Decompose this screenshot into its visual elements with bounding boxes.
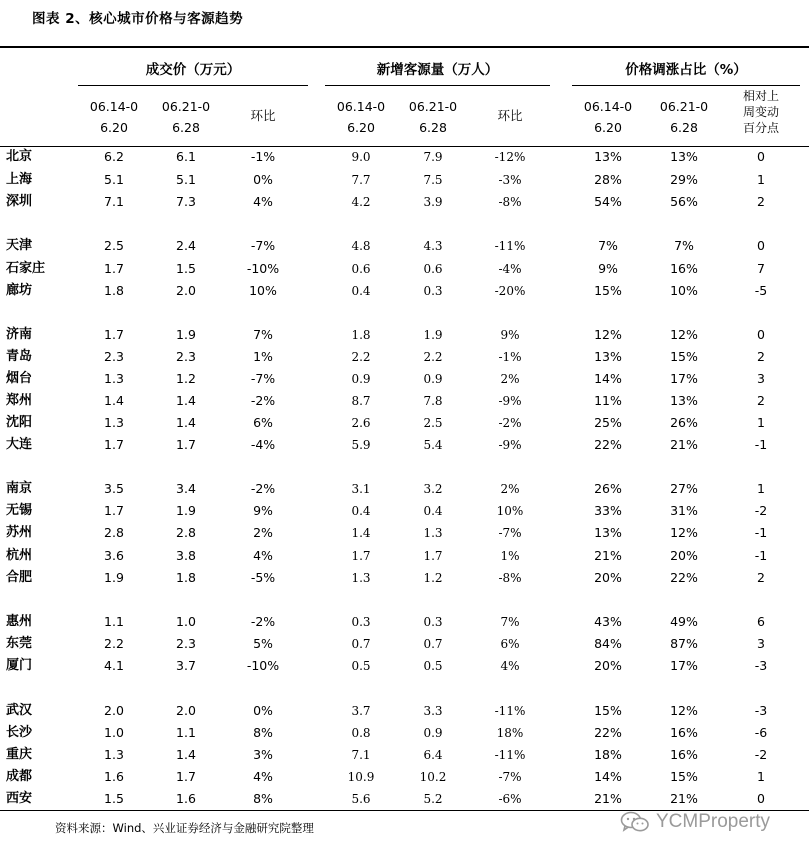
subheader-buyers-mom: 环比 <box>497 108 523 123</box>
table-row <box>0 478 809 500</box>
cell-b1: 0.5 <box>351 659 371 673</box>
cell-b1: 0.8 <box>351 726 371 740</box>
cell-p1: 5.1 <box>104 172 124 187</box>
cell-b1: 9.0 <box>351 150 371 164</box>
cell-s2: 21% <box>670 791 698 806</box>
cell-s1: 20% <box>594 570 622 585</box>
cell-bm: 9% <box>500 328 520 342</box>
cell-s2: 13% <box>670 149 698 164</box>
cell-s2: 56% <box>670 194 698 209</box>
cell-p2: 1.7 <box>176 769 196 784</box>
cell-p1: 2.0 <box>104 703 124 718</box>
cell-p2: 3.4 <box>176 481 196 496</box>
city-name: 东莞 <box>6 636 33 651</box>
cell-b1: 7.7 <box>351 173 371 187</box>
city-name: 西安 <box>6 791 33 806</box>
cell-bm: -9% <box>498 438 522 452</box>
table-row <box>0 280 809 302</box>
table-row <box>0 722 809 744</box>
cell-bm: 10% <box>496 504 524 518</box>
cell-pm: 8% <box>253 725 273 740</box>
cell-b2: 0.9 <box>423 726 443 740</box>
cell-p2: 3.7 <box>176 658 196 673</box>
cell-s1: 22% <box>594 725 622 740</box>
cell-s2: 87% <box>670 636 698 651</box>
table-row <box>0 146 809 168</box>
subheader-price-week2: 06.21-0 6.28 <box>161 99 211 135</box>
cell-bm: -3% <box>498 173 522 187</box>
cell-b2: 5.4 <box>423 438 443 452</box>
cell-pm: -4% <box>250 437 276 452</box>
cell-s2: 27% <box>670 481 698 496</box>
cell-s1: 54% <box>594 194 622 209</box>
cell-pm: 2% <box>253 525 273 540</box>
cell-p2: 5.1 <box>176 172 196 187</box>
table-row <box>0 788 809 810</box>
cell-b2: 0.4 <box>423 504 443 518</box>
cell-p1: 2.8 <box>104 525 124 540</box>
cell-p2: 3.8 <box>176 548 196 563</box>
cell-b1: 4.2 <box>351 195 371 209</box>
cell-p2: 1.2 <box>176 371 196 386</box>
cell-s1: 43% <box>594 614 622 629</box>
cell-sc: 3 <box>757 636 765 651</box>
cell-s2: 13% <box>670 393 698 408</box>
city-name: 大连 <box>6 437 33 452</box>
cell-b1: 0.6 <box>351 262 371 276</box>
cell-bm: -8% <box>498 195 522 209</box>
city-name: 沈阳 <box>6 415 33 430</box>
city-name: 厦门 <box>6 658 33 673</box>
cell-s2: 17% <box>670 371 698 386</box>
cell-sc: 0 <box>757 238 765 253</box>
group-rule-buyers <box>325 85 550 86</box>
cell-sc: 2 <box>757 393 765 408</box>
cell-b1: 0.4 <box>351 284 371 298</box>
table-row <box>0 500 809 522</box>
cell-p2: 2.3 <box>176 636 196 651</box>
figure-title: 图表 2、核心城市价格与客源趋势 <box>32 11 244 27</box>
cell-p2: 2.4 <box>176 238 196 253</box>
cell-pm: 7% <box>253 327 273 342</box>
cell-b2: 10.2 <box>419 770 447 784</box>
cell-s2: 21% <box>670 437 698 452</box>
table-row <box>0 191 809 213</box>
cell-s2: 20% <box>670 548 698 563</box>
watermark <box>620 808 770 836</box>
subheader-buyers-week2: 06.21-0 6.28 <box>408 99 458 135</box>
cell-pm: -7% <box>250 371 276 386</box>
cell-s2: 22% <box>670 570 698 585</box>
cell-s2: 29% <box>670 172 698 187</box>
cell-b2: 7.5 <box>423 173 443 187</box>
city-name: 苏州 <box>6 525 33 540</box>
cell-sc: -3 <box>754 658 768 673</box>
cell-b1: 7.1 <box>351 748 371 762</box>
cell-b2: 4.3 <box>423 239 443 253</box>
cell-pm: 4% <box>253 769 273 784</box>
cell-p1: 3.6 <box>104 548 124 563</box>
cell-s2: 15% <box>670 769 698 784</box>
cell-bm: -20% <box>494 284 526 298</box>
city-name: 天津 <box>6 238 33 253</box>
table-row <box>0 633 809 655</box>
cell-p2: 1.0 <box>176 614 196 629</box>
cell-s1: 14% <box>594 769 622 784</box>
cell-p1: 1.5 <box>104 791 124 806</box>
table-row <box>0 545 809 567</box>
cell-b1: 0.4 <box>351 504 371 518</box>
cell-bm: -11% <box>494 704 526 718</box>
city-name: 惠州 <box>6 614 33 629</box>
cell-bm: 4% <box>500 659 520 673</box>
city-name: 合肥 <box>6 570 33 585</box>
cell-sc: 3 <box>757 371 765 386</box>
cell-s2: 12% <box>670 525 698 540</box>
cell-p2: 2.3 <box>176 349 196 364</box>
cell-p2: 2.0 <box>176 703 196 718</box>
city-name: 济南 <box>6 327 33 342</box>
cell-b2: 2.5 <box>423 416 443 430</box>
cell-p2: 1.8 <box>176 570 196 585</box>
cell-b2: 1.7 <box>423 549 443 563</box>
cell-b1: 1.8 <box>351 328 371 342</box>
cell-sc: 2 <box>757 570 765 585</box>
cell-sc: 2 <box>757 349 765 364</box>
cell-bm: -8% <box>498 571 522 585</box>
cell-sc: 0 <box>757 149 765 164</box>
cell-p1: 1.1 <box>104 614 124 629</box>
cell-p2: 1.9 <box>176 503 196 518</box>
cell-pm: 5% <box>253 636 273 651</box>
cell-sc: -6 <box>754 725 768 740</box>
cell-s1: 18% <box>594 747 622 762</box>
cell-b1: 1.3 <box>351 571 371 585</box>
cell-p1: 1.8 <box>104 283 124 298</box>
table-row <box>0 390 809 412</box>
cell-b1: 10.9 <box>347 770 375 784</box>
city-name: 杭州 <box>6 548 33 563</box>
cell-p2: 1.4 <box>176 393 196 408</box>
city-name: 青岛 <box>6 349 33 364</box>
cell-pm: -10% <box>246 658 280 673</box>
cell-b2: 6.4 <box>423 748 443 762</box>
group-rule-price <box>78 85 308 86</box>
cell-s1: 20% <box>594 658 622 673</box>
cell-b2: 2.2 <box>423 350 443 364</box>
watermark-text: YCMProperty <box>656 811 771 832</box>
cell-pm: 0% <box>253 703 273 718</box>
cell-bm: 18% <box>496 726 524 740</box>
city-name: 上海 <box>6 172 33 187</box>
cell-p1: 3.5 <box>104 481 124 496</box>
cell-bm: 7% <box>500 615 520 629</box>
cell-pm: 9% <box>253 503 273 518</box>
cell-p2: 1.7 <box>176 437 196 452</box>
cell-p1: 1.7 <box>104 503 124 518</box>
table-row <box>0 567 809 589</box>
cell-bm: -1% <box>498 350 522 364</box>
cell-p1: 2.5 <box>104 238 124 253</box>
cell-sc: -2 <box>754 747 768 762</box>
city-name: 烟台 <box>6 371 33 386</box>
cell-s2: 7% <box>674 238 694 253</box>
cell-b1: 2.6 <box>351 416 371 430</box>
cell-p1: 1.3 <box>104 415 124 430</box>
city-name: 长沙 <box>6 725 33 740</box>
cell-bm: 2% <box>500 372 520 386</box>
cell-sc: 2 <box>757 194 765 209</box>
cell-p1: 2.3 <box>104 349 124 364</box>
table-row <box>0 611 809 633</box>
cell-s2: 10% <box>670 283 698 298</box>
subheader-price-week1: 06.14-0 6.20 <box>89 99 139 135</box>
cell-s2: 16% <box>670 747 698 762</box>
cell-s1: 12% <box>594 327 622 342</box>
cell-p2: 7.3 <box>176 194 196 209</box>
group-header-buyers: 新增客源量（万人） <box>376 62 499 78</box>
cell-s2: 16% <box>670 261 698 276</box>
table-row <box>0 368 809 390</box>
cell-b1: 3.7 <box>351 704 371 718</box>
cell-pm: -2% <box>250 614 276 629</box>
city-name: 北京 <box>6 149 33 164</box>
cell-bm: -9% <box>498 394 522 408</box>
cell-p1: 1.7 <box>104 261 124 276</box>
cell-bm: -11% <box>494 748 526 762</box>
cell-b2: 1.3 <box>423 526 443 540</box>
city-name: 重庆 <box>6 747 33 762</box>
city-name: 南京 <box>6 481 33 496</box>
cell-s1: 15% <box>594 283 622 298</box>
cell-s1: 21% <box>594 791 622 806</box>
cell-b2: 0.9 <box>423 372 443 386</box>
cell-pm: 10% <box>249 283 277 298</box>
cell-pm: 1% <box>253 349 273 364</box>
cell-s1: 33% <box>594 503 622 518</box>
cell-b2: 7.8 <box>423 394 443 408</box>
city-name: 武汉 <box>6 703 33 718</box>
cell-bm: -6% <box>498 792 522 806</box>
table-row <box>0 258 809 280</box>
cell-b1: 3.1 <box>351 482 371 496</box>
cell-p2: 2.8 <box>176 525 196 540</box>
cell-sc: -1 <box>754 525 768 540</box>
subheader-share-week1: 06.14-0 6.20 <box>583 99 633 135</box>
cell-s2: 26% <box>670 415 698 430</box>
cell-sc: -2 <box>754 503 768 518</box>
cell-pm: 3% <box>253 747 273 762</box>
cell-b2: 0.3 <box>423 284 443 298</box>
cell-bm: -2% <box>498 416 522 430</box>
cell-s1: 14% <box>594 371 622 386</box>
cell-p2: 2.0 <box>176 283 196 298</box>
cell-sc: -1 <box>754 548 768 563</box>
cell-bm: -12% <box>494 150 526 164</box>
cell-s2: 16% <box>670 725 698 740</box>
city-name: 石家庄 <box>6 261 46 276</box>
table-row <box>0 324 809 346</box>
cell-b1: 5.6 <box>351 792 371 806</box>
cell-pm: 6% <box>253 415 273 430</box>
cell-s2: 31% <box>670 503 698 518</box>
cell-p1: 1.3 <box>104 371 124 386</box>
cell-s1: 11% <box>594 393 622 408</box>
cell-sc: 6 <box>757 614 765 629</box>
table-row <box>0 655 809 677</box>
cell-sc: -1 <box>754 437 768 452</box>
cell-b1: 1.4 <box>351 526 371 540</box>
cell-sc: 1 <box>757 172 765 187</box>
city-name: 成都 <box>6 769 33 784</box>
cell-b1: 4.8 <box>351 239 371 253</box>
subheader-share-change: 相对上 周变动 百分点 <box>742 89 779 135</box>
cell-bm: 2% <box>500 482 520 496</box>
table-row <box>0 766 809 788</box>
cell-pm: 4% <box>253 548 273 563</box>
cell-b1: 8.7 <box>351 394 371 408</box>
table-row <box>0 434 809 456</box>
table-row <box>0 235 809 257</box>
subheader-share-week2: 06.21-0 6.28 <box>659 99 709 135</box>
cell-s1: 25% <box>594 415 622 430</box>
source-note: 资料来源：Wind、兴业证券经济与金融研究院整理 <box>55 821 314 835</box>
cell-p1: 1.3 <box>104 747 124 762</box>
cell-s2: 15% <box>670 349 698 364</box>
cell-sc: 0 <box>757 327 765 342</box>
cell-sc: 1 <box>757 415 765 430</box>
cell-b2: 1.9 <box>423 328 443 342</box>
cell-p2: 1.4 <box>176 747 196 762</box>
cell-s2: 17% <box>670 658 698 673</box>
cell-bm: 1% <box>500 549 520 563</box>
cell-sc: -3 <box>754 703 768 718</box>
cell-s2: 12% <box>670 703 698 718</box>
group-header-share: 价格调涨占比（%） <box>625 62 747 78</box>
table-row <box>0 412 809 434</box>
group-rule-share <box>572 85 800 86</box>
cell-s1: 13% <box>594 149 622 164</box>
group-header-price: 成交价（万元） <box>145 62 241 78</box>
cell-s2: 12% <box>670 327 698 342</box>
cell-s1: 22% <box>594 437 622 452</box>
cell-b1: 2.2 <box>351 350 371 364</box>
cell-sc: 0 <box>757 791 765 806</box>
cell-s1: 21% <box>594 548 622 563</box>
cell-p2: 1.6 <box>176 791 196 806</box>
cell-p1: 2.2 <box>104 636 124 651</box>
cell-p1: 6.2 <box>104 149 124 164</box>
cell-b2: 3.2 <box>423 482 443 496</box>
cell-p2: 6.1 <box>176 149 196 164</box>
table-top-rule <box>0 46 809 48</box>
cell-s1: 13% <box>594 349 622 364</box>
cell-p1: 1.9 <box>104 570 124 585</box>
cell-b2: 3.3 <box>423 704 443 718</box>
cell-s1: 28% <box>594 172 622 187</box>
cell-p1: 1.7 <box>104 437 124 452</box>
cell-pm: -1% <box>250 149 276 164</box>
city-name: 无锡 <box>6 503 33 518</box>
city-name: 郑州 <box>6 393 33 408</box>
city-name: 廊坊 <box>6 283 33 298</box>
cell-b1: 5.9 <box>351 438 371 452</box>
cell-b1: 0.9 <box>351 372 371 386</box>
table-row <box>0 169 809 191</box>
cell-p1: 7.1 <box>104 194 124 209</box>
cell-s2: 49% <box>670 614 698 629</box>
cell-p2: 1.1 <box>176 725 196 740</box>
cell-sc: 1 <box>757 481 765 496</box>
cell-p1: 1.0 <box>104 725 124 740</box>
cell-s1: 26% <box>594 481 622 496</box>
cell-b2: 0.6 <box>423 262 443 276</box>
subheader-buyers-week1: 06.14-0 6.20 <box>336 99 386 135</box>
cell-b2: 1.2 <box>423 571 443 585</box>
cell-b2: 3.9 <box>423 195 443 209</box>
cell-pm: -10% <box>246 261 280 276</box>
cell-p2: 1.5 <box>176 261 196 276</box>
city-name: 深圳 <box>6 194 33 209</box>
cell-b2: 5.2 <box>423 792 443 806</box>
cell-pm: 0% <box>253 172 273 187</box>
cell-b1: 0.7 <box>351 637 371 651</box>
cell-sc: 1 <box>757 769 765 784</box>
cell-bm: 6% <box>500 637 520 651</box>
cell-bm: -7% <box>498 770 522 784</box>
cell-b1: 1.7 <box>351 549 371 563</box>
wechat-icon <box>620 810 650 834</box>
cell-sc: 7 <box>757 261 765 276</box>
cell-pm: 4% <box>253 194 273 209</box>
cell-p2: 1.9 <box>176 327 196 342</box>
cell-s1: 7% <box>598 238 618 253</box>
table-row <box>0 522 809 544</box>
cell-p2: 1.4 <box>176 415 196 430</box>
cell-s1: 15% <box>594 703 622 718</box>
cell-b2: 0.5 <box>423 659 443 673</box>
subheader-price-mom: 环比 <box>250 108 276 123</box>
table-row <box>0 700 809 722</box>
cell-pm: -5% <box>250 570 276 585</box>
cell-s1: 13% <box>594 525 622 540</box>
cell-pm: -7% <box>250 238 276 253</box>
cell-p1: 1.4 <box>104 393 124 408</box>
table-row <box>0 346 809 368</box>
cell-bm: -4% <box>498 262 522 276</box>
cell-p1: 4.1 <box>104 658 124 673</box>
cell-pm: -2% <box>250 481 276 496</box>
cell-pm: -2% <box>250 393 276 408</box>
cell-p1: 1.7 <box>104 327 124 342</box>
cell-bm: -11% <box>494 239 526 253</box>
cell-sc: -5 <box>754 283 768 298</box>
cell-b2: 0.3 <box>423 615 443 629</box>
cell-s1: 9% <box>598 261 618 276</box>
cell-pm: 8% <box>253 791 273 806</box>
cell-b2: 0.7 <box>423 637 443 651</box>
cell-bm: -7% <box>498 526 522 540</box>
cell-b2: 7.9 <box>423 150 443 164</box>
cell-p1: 1.6 <box>104 769 124 784</box>
cell-b1: 0.3 <box>351 615 371 629</box>
cell-s1: 84% <box>594 636 622 651</box>
table-row <box>0 744 809 766</box>
